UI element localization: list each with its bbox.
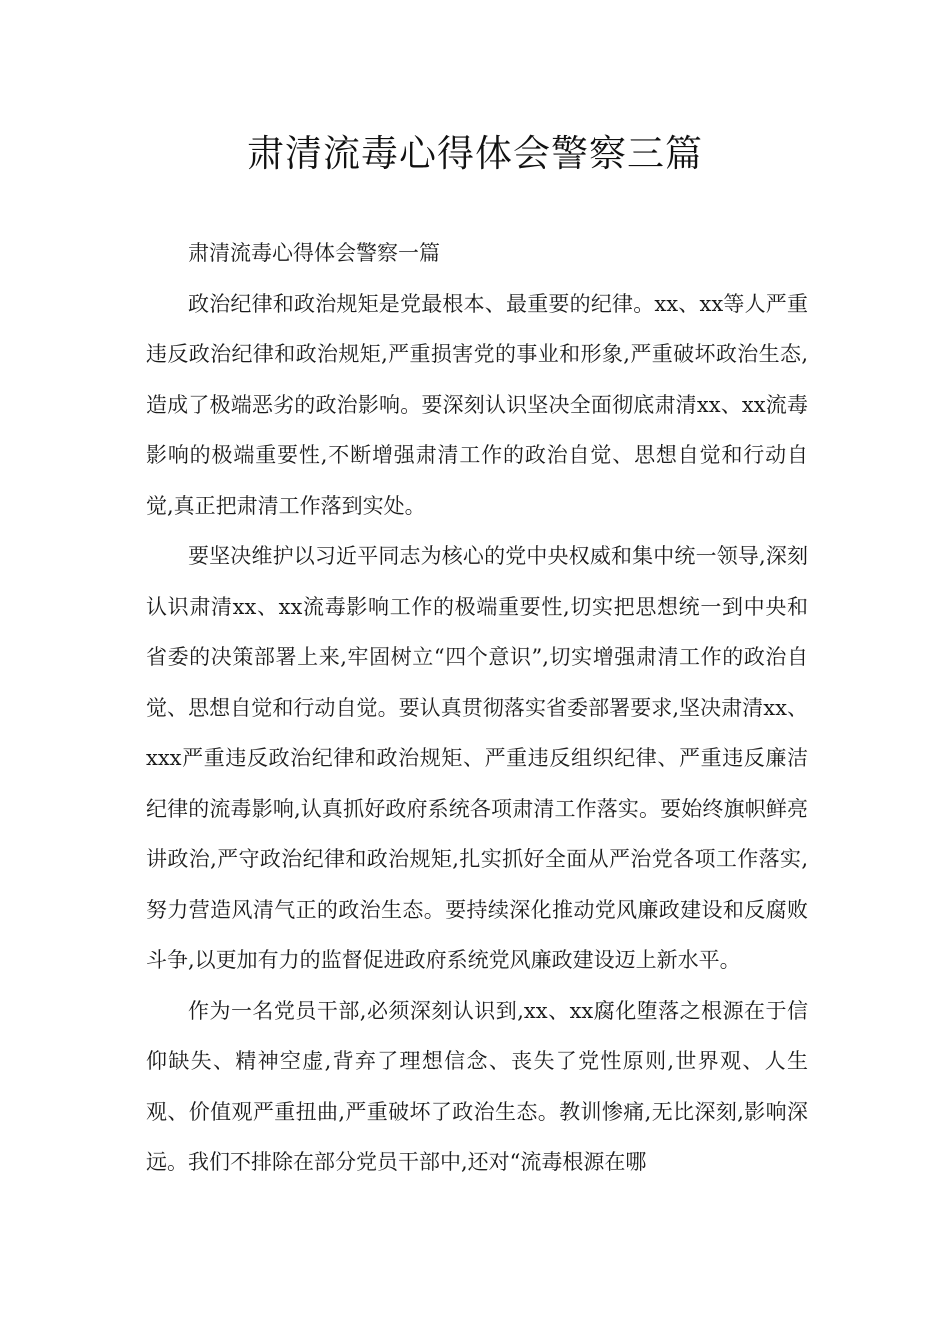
paragraph-3: 作为一名党员干部,必须深刻认识到,xx、xx腐化堕落之根源在于信仰缺失、精神空虚,背弃了理想信念、丧失了党性原则,世界观、人生观、价值观严重扭曲,严重破坏了政治生态。教训惨痛,无比深刻,影响深远。我们不排除在部分党员干部中,还对“流毒根源在哪 (146, 998, 808, 1174)
document-title: 肃清流毒心得体会警察三篇 (247, 132, 703, 175)
section-subtitle: 肃清流毒心得体会警察一篇 (188, 241, 440, 265)
paragraph-1: 政治纪律和政治规矩是党最根本、最重要的纪律。xx、xx等人严重违反政治纪律和政治规矩,严重损害党的事业和形象,严重破坏政治生态,造成了极端恶劣的政治影响。要深刻认识坚决全面彻底肃清xx、xx流毒影响的极端重要性,不断增强肃清工作的政治自觉、思想自觉和行动自觉,真正把肃清工作落到实处。 (146, 291, 808, 518)
paragraph-2: 要坚决维护以习近平同志为核心的党中央权威和集中统一领导,深刻认识肃清xx、xx流毒影响工作的极端重要性,切实把思想统一到中央和省委的决策部署上来,牢固树立“四个意识”,切实增强肃清工作的政治自觉、思想自觉和行动自觉。要认真贯彻落实省委部署要求,坚决肃清xx、xxx严重违反政治纪律和政治规矩、严重违反组织纪律、严重违反廉洁纪律的流毒影响,认真抓好政府系统各项肃清工作落实。要始终旗帜鲜亮讲政治,严守政治纪律和政治规矩,扎实抓好全面从严治党各项工作落实,努力营造风清气正的政治生态。要持续深化推动党风廉政建设和反腐败斗争,以更加有力的监督促进政府系统党风廉政建设迈上新水平。 (146, 544, 808, 972)
document-body (146, 228, 808, 1188)
